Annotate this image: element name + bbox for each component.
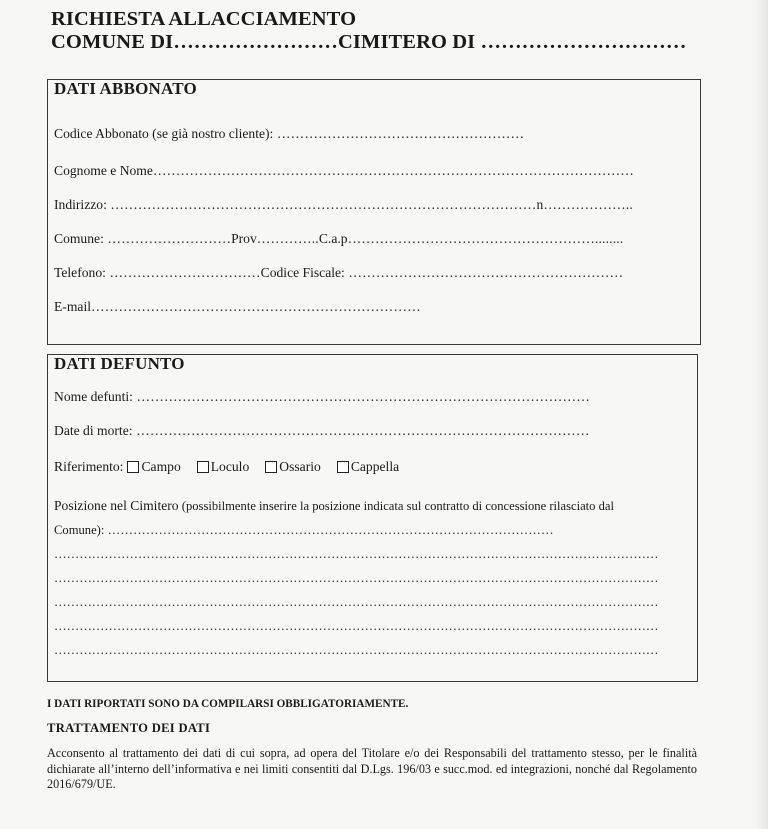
option-ossario[interactable] [265, 459, 321, 475]
scan-edge-shadow [754, 0, 768, 829]
posizione-line-4[interactable]: ……………………………………………………………………………………………………………………………… [54, 619, 659, 633]
cognome-nome-row [54, 163, 690, 179]
option-campo[interactable] [127, 459, 180, 475]
date-morte-label: Date di morte: [54, 423, 133, 438]
comune-label: Comune: [54, 231, 104, 246]
comune-field[interactable]: ……………………… [103, 231, 232, 246]
comune-heading-label: COMUNE DI [51, 31, 174, 53]
codice-fiscale-label: Codice Fiscale: [260, 265, 345, 280]
prov-label: Prov [231, 231, 257, 246]
email-field[interactable]: ……………………………………………………………… [91, 299, 421, 314]
posizione-line-5[interactable]: ……………………………………………………………………………………………………………………………… [54, 643, 659, 657]
trattamento-dati-title: TRATTAMENTO DEI DATI [47, 721, 211, 735]
codice-abbonato-row [54, 126, 690, 142]
posizione-line-3[interactable]: ……………………………………………………………………………………………………………………………… [54, 595, 659, 609]
consent-paragraph: Acconsento al trattamento dei dati di cui sopra, ad opera del Titolare e/o dei Responsabili del trattamento stesso, per le finalità dichiarate all’interno dell’informativa e nei limiti consentiti dal D.Lgs. 196/03 e succ.mod. ed integrazioni, nonché dal Regolamento 2016/679/UE. [47, 746, 697, 791]
posizione-row [54, 498, 687, 514]
nome-defunti-label: Nome defunti: [54, 389, 133, 404]
cap-field[interactable]: ………………………………………………........ [347, 231, 624, 246]
cap-label: C.a.p [318, 231, 348, 246]
option-ossario-label: Ossario [279, 459, 321, 474]
checkbox-campo[interactable] [127, 461, 139, 473]
indirizzo-field[interactable]: …………………………………………………………………………………n……………….. [106, 197, 633, 212]
comune-prov-cap-row [54, 231, 690, 247]
dati-abbonato-section [47, 79, 701, 345]
posizione-label: Posizione nel Cimitero [54, 498, 179, 513]
riferimento-row [54, 459, 687, 475]
telefono-cf-row [54, 265, 690, 281]
posizione-comune-label: Comune): [54, 523, 105, 537]
email-row [54, 299, 690, 315]
date-morte-field[interactable]: ……………………………………………………………………………………… [132, 423, 590, 438]
indirizzo-label: Indirizzo: [54, 197, 107, 212]
option-loculo-label: Loculo [210, 459, 250, 474]
obbligatorio-note: I DATI RIPORTATI SONO DA COMPILARSI OBBLIGATORIAMENTE. [47, 698, 409, 710]
posizione-hint: (possibilmente inserire la posizione indicata sul contratto di concessione rilasciato dal [178, 499, 615, 513]
email-label: E-mail [54, 299, 91, 314]
prov-field[interactable]: ………….. [256, 231, 319, 246]
option-campo-label: Campo [141, 459, 181, 474]
form-title: RICHIESTA ALLACCIAMENTO [51, 8, 357, 30]
nome-defunti-row [54, 389, 687, 405]
form-header [51, 8, 686, 54]
date-morte-row [54, 423, 687, 439]
comune-heading-field[interactable]: …………………… [173, 31, 339, 53]
codice-abbonato-field[interactable]: ……………………………………………… [273, 126, 525, 141]
checkbox-loculo[interactable] [197, 461, 209, 473]
checkbox-cappella[interactable] [337, 461, 349, 473]
cimitero-heading-field[interactable]: ………………………… [480, 31, 687, 53]
cognome-nome-field[interactable]: …………………………………………………………………………………………… [152, 163, 634, 178]
codice-abbonato-label: Codice Abbonato (se già nostro cliente): [54, 126, 274, 141]
cimitero-heading-label: CIMITERO DI [338, 31, 476, 53]
telefono-label: Telefono: [54, 265, 106, 280]
nome-defunti-field[interactable]: ……………………………………………………………………………………… [132, 389, 590, 404]
indirizzo-row [54, 197, 690, 213]
dati-defunto-title: DATI DEFUNTO [54, 354, 185, 373]
form-subtitle [51, 31, 686, 54]
codice-fiscale-field[interactable]: …………………………………………………… [344, 265, 624, 280]
telefono-field[interactable]: …………………………… [105, 265, 261, 280]
option-cappella[interactable] [337, 459, 399, 475]
riferimento-label: Riferimento: [54, 459, 124, 474]
option-loculo[interactable] [197, 459, 250, 475]
posizione-comune-field[interactable]: …………………………………………………………………………………………… [104, 523, 554, 537]
checkbox-ossario[interactable] [265, 461, 277, 473]
cognome-nome-label: Cognome e Nome [54, 163, 153, 178]
posizione-line-1[interactable]: ……………………………………………………………………………………………………………………………… [54, 547, 659, 561]
posizione-comune-row [54, 523, 687, 538]
option-cappella-label: Cappella [350, 459, 400, 474]
posizione-line-2[interactable]: ……………………………………………………………………………………………………………………………… [54, 571, 659, 585]
dati-abbonato-title: DATI ABBONATO [54, 79, 197, 98]
dati-defunto-section [47, 354, 698, 682]
